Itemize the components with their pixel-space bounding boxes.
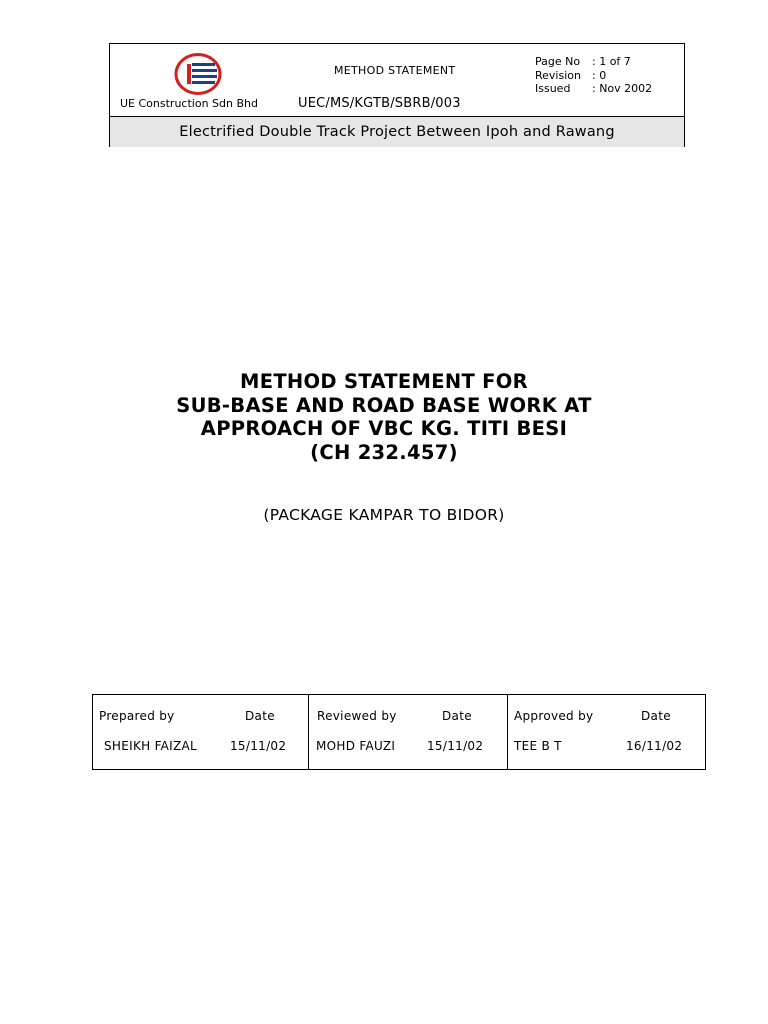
signer-name: MOHD FAUZI: [316, 739, 396, 753]
role-label: Reviewed by: [317, 709, 397, 723]
sign-date: 15/11/02: [427, 739, 484, 753]
project-title: Electrified Double Track Project Between Ipoh and Rawang: [179, 124, 615, 140]
project-title-band: [110, 116, 684, 147]
date-label: Date: [442, 709, 472, 723]
sign-date: 16/11/02: [626, 739, 683, 753]
meta-key: Page No: [535, 55, 581, 68]
date-label: Date: [641, 709, 671, 723]
role-label: Approved by: [514, 709, 594, 723]
meta-value: : 0: [592, 68, 607, 82]
role-label: Prepared by: [99, 709, 175, 723]
title-line: SUB-BASE AND ROAD BASE WORK AT: [176, 393, 592, 417]
company-logo-icon: [173, 52, 223, 96]
document-code: UEC/MS/KGTB/SBRB/003: [298, 96, 461, 111]
meta-page-no: [535, 55, 652, 69]
meta-issued: [535, 82, 652, 96]
signoff-table: [92, 694, 706, 770]
date-label: Date: [245, 709, 275, 723]
meta-revision: [535, 69, 652, 83]
document-header: [109, 43, 685, 147]
signoff-prepared: [93, 695, 308, 769]
document-meta: [535, 55, 652, 96]
meta-value: : 1 of 7: [592, 55, 631, 68]
header-top-row: [110, 44, 684, 116]
sign-date: 15/11/02: [230, 739, 287, 753]
title-line: METHOD STATEMENT FOR: [240, 370, 528, 393]
title-line: APPROACH OF VBC KG. TITI BESI: [200, 417, 568, 440]
meta-key: Issued: [535, 82, 571, 95]
signoff-approved: [507, 695, 705, 769]
signer-name: TEE B T: [514, 739, 562, 753]
document-type: METHOD STATEMENT: [334, 64, 456, 77]
main-title: [0, 370, 768, 464]
title-line: (CH 232.457): [310, 440, 458, 464]
meta-value: : Nov 2002: [592, 82, 653, 95]
signer-name: SHEIKH FAIZAL: [104, 739, 198, 753]
signoff-reviewed: [308, 695, 507, 769]
meta-key: Revision: [535, 68, 581, 82]
company-name: UE Construction Sdn Bhd: [120, 97, 258, 110]
package-subtitle: (PACKAGE KAMPAR TO BIDOR): [263, 506, 505, 524]
